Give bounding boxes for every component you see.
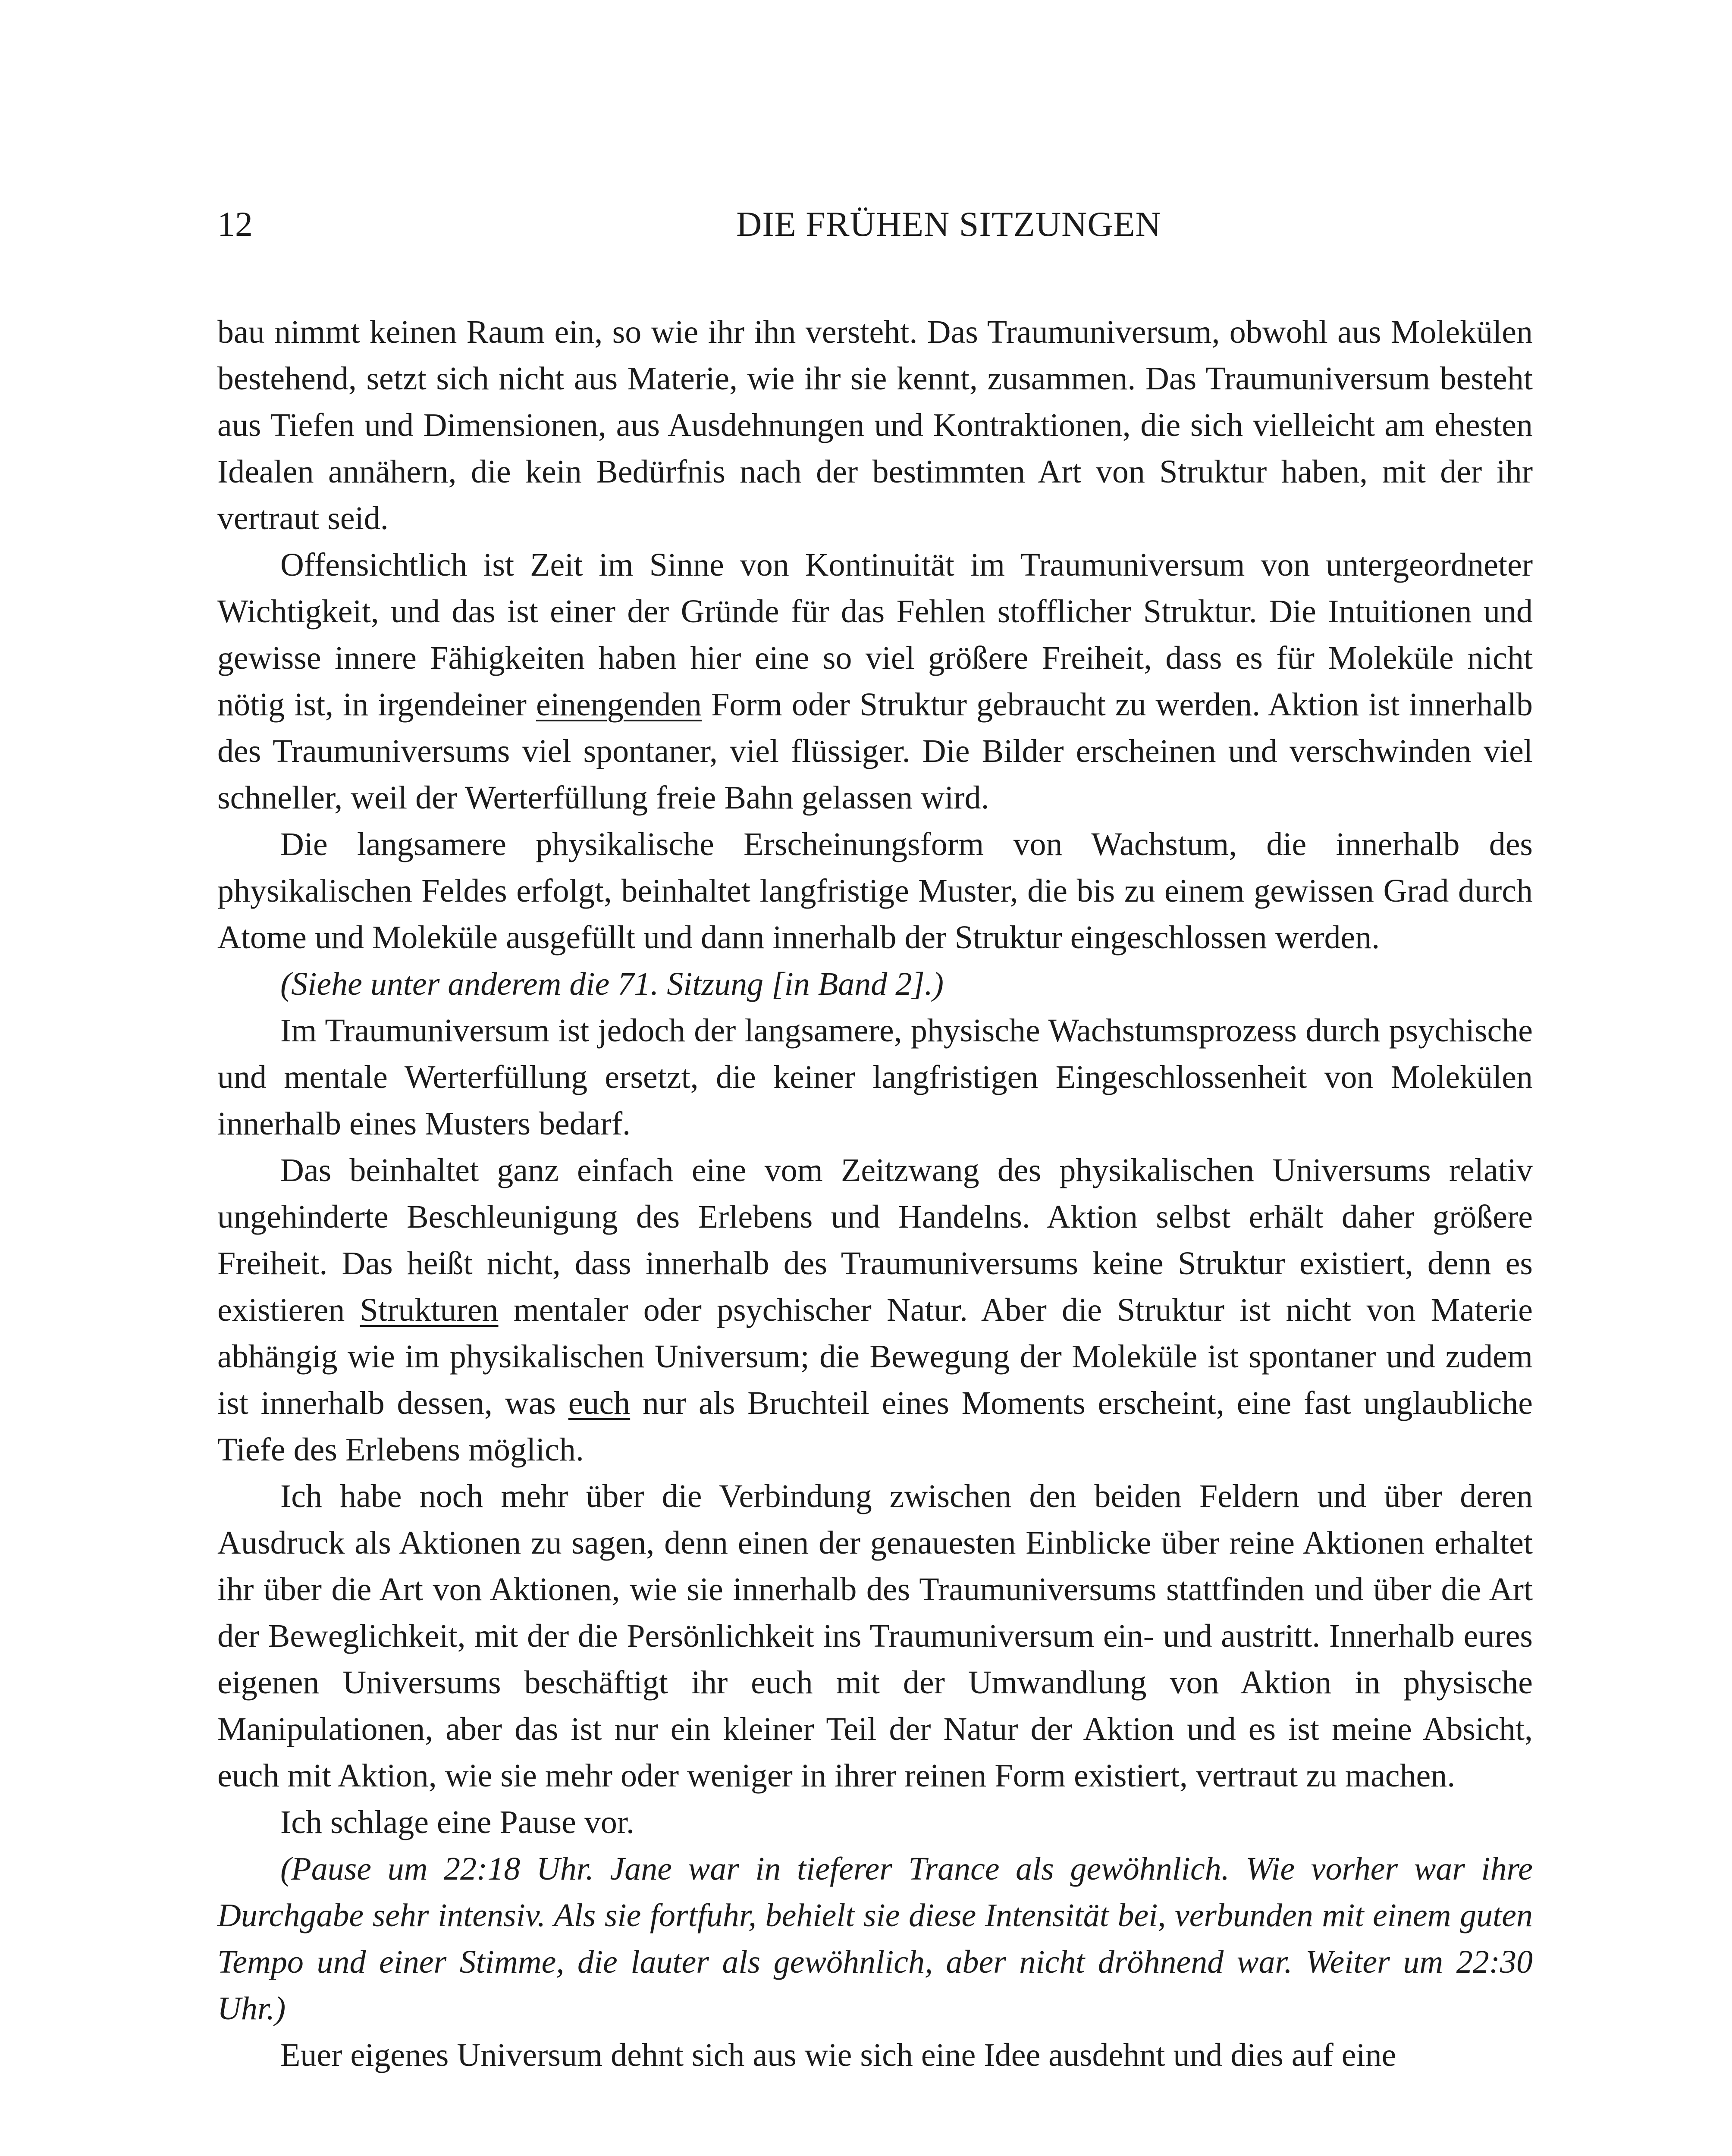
underlined-word: einengenden: [536, 686, 702, 723]
paragraph-1: bau nimmt keinen Raum ein, so wie ihr ihn versteht. Das Traumuniversum, obwohl aus Molekülen bestehend, setzt sich nicht aus Materie, wie ihr sie kennt, zusammen. Das Traumuniversum besteht aus Tiefen und Dimensionen, aus Ausdehnungen und Kontraktionen, die sich vielleicht am ehesten Idealen annähern, die kein Bedürfnis nach der bestimmten Art von Struktur haben, mit der ihr vertraut seid.: [217, 314, 1533, 536]
paragraph-8: Ich schlage eine Pause vor.: [280, 1804, 634, 1840]
paragraph-6: [217, 1147, 1533, 1473]
underlined-word: euch: [568, 1385, 631, 1421]
paragraph-5: Im Traumuniversum ist jedoch der langsamere, physische Wachstumsprozess durch psychische und mentale Werterfüllung ersetzt, die keiner langfristigen Eingeschlossenheit von Molekülen innerhalb eines Musters bedarf.: [217, 1012, 1533, 1142]
text-run: Form oder Struktur gebraucht zu werden. Aktion ist innerhalb des Traumuniversums viel spontaner, viel flüssiger. Die Bilder erscheinen und verschwinden viel schneller, weil der Werterfüllung freie Bahn gelassen wird.: [217, 686, 1533, 816]
paragraph-7: Ich habe noch mehr über die Verbindung zwischen den beiden Feldern und über deren Ausdruck als Aktionen zu sagen, denn einen der genauesten Einblicke über reine Aktionen erhaltet ihr über die Art von Aktionen, wie sie innerhalb des Traumuniversums stattfinden und über die Art der Beweglichkeit, mit der die Persönlichkeit ins Traumuniversum ein- und austritt. Innerhalb eures eigenen Universums beschäftigt ihr euch mit der Umwandlung von Aktion in physische Manipulationen, aber das ist nur ein kleiner Teil der Natur der Aktion und es ist meine Absicht, euch mit Aktion, wie sie mehr oder weniger in ihrer reinen Form existiert, vertraut zu machen.: [217, 1478, 1533, 1794]
paragraph-2: [217, 542, 1533, 821]
session-note: (Pause um 22:18 Uhr. Jane war in tieferer Trance als gewöhnlich. Wie vorher war ihre Durchgabe sehr intensiv. Als sie fortfuhr, behielt sie diese Intensität bei, verbunden mit einem guten Tempo und einer Stimme, die lauter als gewöhnlich, aber nicht dröhnend war. Weiter um 22:30 Uhr.): [217, 1851, 1533, 2027]
text-run: mentaler oder psychischer Natur. Aber die Struktur ist nicht von Materie abhängig wie im physikalischen Universum; die Bewegung der Moleküle ist spontaner und zudem ist innerhalb dessen, was: [217, 1292, 1533, 1421]
editor-note: (Siehe unter anderem die 71. Sitzung [in Band 2].): [280, 966, 944, 1002]
paragraph-10: Euer eigenes Universum dehnt sich aus wie sich eine Idee ausdehnt und dies auf eine: [280, 2037, 1396, 2073]
page-number: 12: [217, 204, 253, 244]
text-run: Das beinhaltet ganz einfach eine vom Zeitzwang des physikalischen Universums relativ ungehinderte Beschleunigung des Erlebens und Handelns. Aktion selbst erhält daher größere Freiheit. Das heißt nicht, dass innerhalb des Traumuniversums keine Struktur existiert, denn es existieren: [217, 1152, 1533, 1328]
body-text: [217, 309, 1533, 2078]
running-header: DIE FRÜHEN SITZUNGEN: [736, 204, 1161, 244]
text-run: Offensichtlich ist Zeit im Sinne von Kontinuität im Traumuniversum von untergeordneter Wichtigkeit, und das ist einer der Gründe für das Fehlen stofflicher Struktur. Die Intuitionen und gewisse innere Fähigkeiten haben hier eine so viel größere Freiheit, dass es für Moleküle nicht nötig ist, in irgendeiner: [217, 547, 1533, 723]
text-run: nur als Bruchteil eines Moments erscheint, eine fast unglaubliche Tiefe des Erlebens möglich.: [217, 1385, 1533, 1468]
paragraph-3: Die langsamere physikalische Erscheinungsform von Wachstum, die innerhalb des physikalischen Feldes erfolgt, beinhaltet langfristige Muster, die bis zu einem gewissen Grad durch Atome und Moleküle ausgefüllt und dann innerhalb der Struktur eingeschlossen werden.: [217, 826, 1533, 956]
underlined-word: Strukturen: [360, 1292, 499, 1328]
